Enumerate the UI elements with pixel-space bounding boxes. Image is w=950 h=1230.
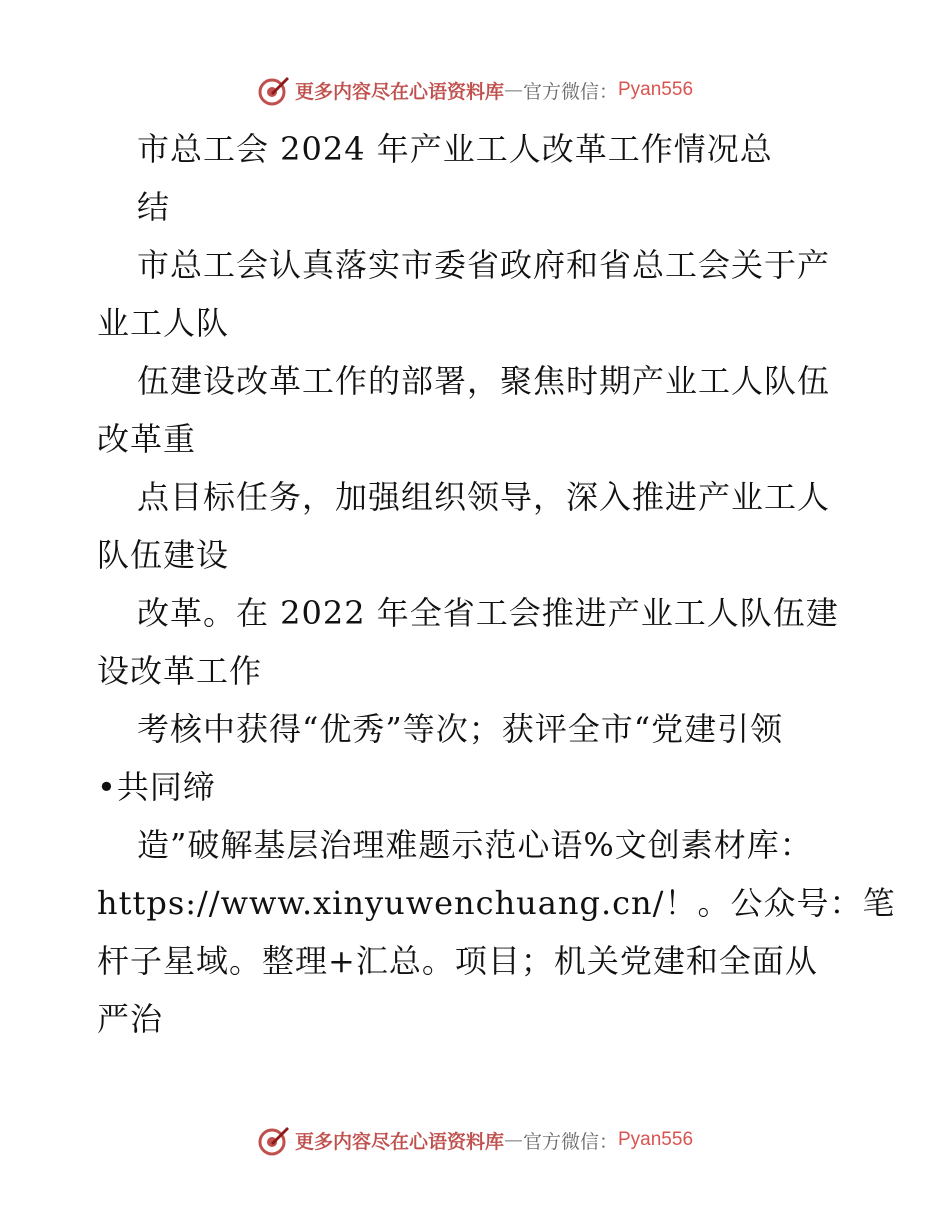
paragraph-line: 杆子星域。整理+汇总。项目；机关党建和全面从 [97, 942, 818, 980]
paragraph-line: 设改革工作 [97, 652, 263, 690]
paragraph-line: •共同缔 [97, 768, 216, 806]
watermark-site-text: 更多内容尽在心语资料库 [294, 80, 504, 103]
footer-watermark [0, 1120, 950, 1160]
paragraph-line: 伍建设改革工作的部署，聚焦时期产业工人队伍 [137, 362, 831, 400]
watermark-site-text: 更多内容尽在心语资料库 [294, 1130, 504, 1153]
paragraph-line: 队伍建设 [97, 536, 230, 574]
paragraph-line: 点目标任务，加强组织领导，深入推进产业工人 [137, 478, 831, 516]
paragraph-line: 业工人队 [97, 304, 230, 342]
quill-logo-icon [257, 1123, 291, 1157]
title-line-2: 结 [137, 188, 171, 226]
paragraph-line: 改革。在 2022 年全省工会推进产业工人队伍建 [137, 594, 839, 632]
watermark-label: 官方微信： [522, 80, 618, 103]
paragraph-line: 改革重 [97, 420, 197, 458]
url-line: https://www.xinyuwenchuang.cn/！。公众号：笔 [97, 884, 896, 922]
watermark-account: Pyan556 [618, 79, 694, 100]
watermark-label: 官方微信： [522, 1130, 618, 1153]
paragraph-line: 严治 [97, 1000, 164, 1038]
header-watermark [0, 70, 950, 110]
document-body [97, 120, 896, 1048]
watermark-dash: — [503, 1129, 523, 1151]
paragraph-line: 造”破解基层治理难题示范心语%文创素材库： [137, 826, 813, 864]
watermark-dash: — [503, 79, 523, 101]
title-line-1: 市总工会 2024 年产业工人改革工作情况总 [137, 130, 773, 168]
quill-logo-icon [257, 73, 291, 107]
watermark-account: Pyan556 [618, 1129, 694, 1150]
paragraph-line: 考核中获得“优秀”等次；获评全市“党建引领 [137, 710, 784, 748]
paragraph-line: 市总工会认真落实市委省政府和省总工会关于产 [137, 246, 831, 284]
